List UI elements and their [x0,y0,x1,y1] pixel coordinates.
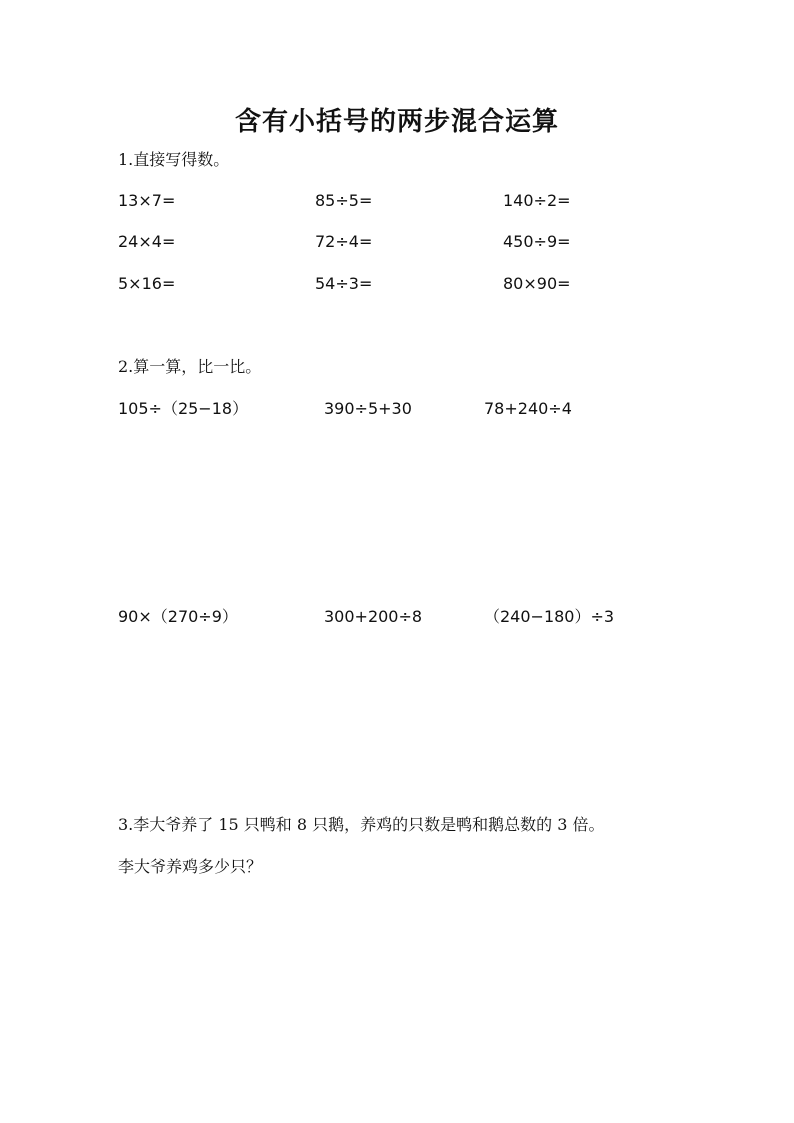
mental-math-item: 24×4= [118,232,176,251]
mental-math-item: 85÷5= [315,191,373,210]
calculation-item: 390÷5+30 [324,399,412,418]
calculation-item: 105÷（25−18） [118,399,249,418]
mental-math-item: 80×90= [503,274,571,293]
mental-math-item: 450÷9= [503,232,571,251]
calculation-item: 300+200÷8 [324,607,423,626]
mental-math-item: 72÷4= [315,232,373,251]
calculation-item: 78+240÷4 [484,399,572,418]
worksheet-title: 含有小括号的两步混合运算 [234,107,559,137]
word-problem-line-1: 3.李大爷养了 15 只鸭和 8 只鹅，养鸡的只数是鸭和鹅总数的 3 倍。 [118,815,605,834]
section-2-heading: 2.算一算，比一比。 [118,357,262,376]
mental-math-item: 5×16= [118,274,176,293]
mental-math-item: 140÷2= [503,191,571,210]
mental-math-item: 13×7= [118,191,176,210]
calculation-item: （240−180）÷3 [484,607,615,626]
calculation-item: 90×（270÷9） [118,607,238,626]
word-problem-line-2: 李大爷养鸡多少只？ [118,857,263,876]
mental-math-item: 54÷3= [315,274,373,293]
section-1-heading: 1.直接写得数。 [118,150,230,169]
